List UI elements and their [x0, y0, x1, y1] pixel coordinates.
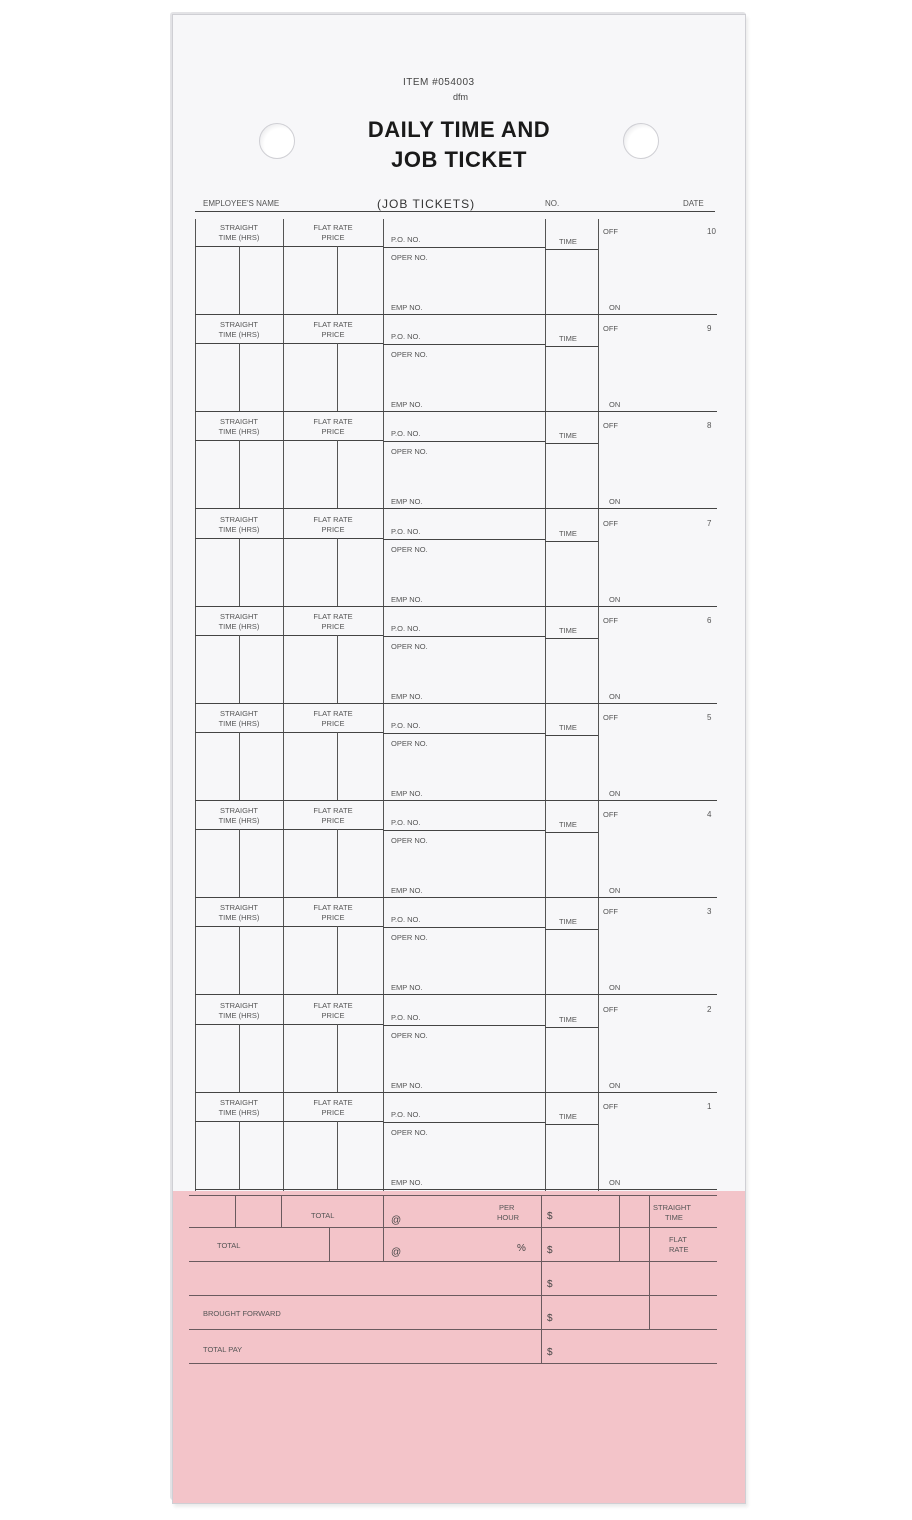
time-label: TIME	[559, 723, 577, 732]
straight-time-label: STRAIGHT	[220, 515, 258, 524]
po-no-label: P.O. NO.	[391, 332, 421, 341]
off-label: OFF	[603, 227, 618, 236]
totals-col-rule	[649, 1195, 650, 1329]
po-rule	[383, 830, 545, 831]
hours-divider	[239, 1024, 240, 1092]
ticket-header-rule	[195, 538, 383, 539]
off-label: OFF	[603, 519, 618, 528]
no-label: NO.	[545, 199, 560, 208]
po-no-label: P.O. NO.	[391, 235, 421, 244]
price-divider	[337, 635, 338, 703]
emp-no-label: EMP NO.	[391, 595, 423, 604]
straight-time-label: STRAIGHT	[220, 223, 258, 232]
on-label: ON	[609, 886, 621, 895]
ticket-bottom-rule	[195, 508, 717, 509]
po-rule	[383, 344, 545, 345]
price-divider	[337, 829, 338, 897]
po-rule	[383, 1025, 545, 1026]
price-divider	[337, 246, 338, 314]
off-label: OFF	[603, 810, 618, 819]
at-symbol-2: @	[391, 1247, 402, 1258]
on-label: ON	[609, 497, 621, 506]
ticket-header-rule	[195, 829, 383, 830]
ticket-number: 2	[707, 1005, 712, 1014]
totals-rule	[189, 1261, 717, 1262]
ticket-header-rule	[195, 246, 383, 247]
po-no-label: P.O. NO.	[391, 527, 421, 536]
price-label: PRICE	[321, 719, 345, 728]
time-rule	[545, 443, 598, 444]
price-divider	[337, 1024, 338, 1092]
straight-time-hrs-label: TIME (HRS)	[218, 1108, 260, 1117]
price-divider	[337, 538, 338, 606]
ticket-bottom-rule	[195, 1092, 717, 1093]
oper-no-label: OPER NO.	[391, 447, 428, 456]
time-label: TIME	[559, 1112, 577, 1121]
oper-no-label: OPER NO.	[391, 253, 428, 262]
total-label-2: TOTAL	[217, 1241, 241, 1250]
oper-no-label: OPER NO.	[391, 1128, 428, 1137]
time-rule	[545, 1027, 598, 1028]
po-rule	[383, 636, 545, 637]
oper-no-label: OPER NO.	[391, 1031, 428, 1040]
dollar-sign: $	[547, 1347, 553, 1358]
ticket-bottom-rule	[195, 1189, 717, 1190]
off-label: OFF	[603, 713, 618, 722]
date-label: DATE	[683, 199, 704, 208]
hours-divider	[239, 732, 240, 800]
time-label: TIME	[559, 626, 577, 635]
totals-col-rule	[235, 1195, 236, 1227]
off-label: OFF	[603, 616, 618, 625]
pink-carbon-section	[173, 1191, 745, 1503]
hour-label: HOUR	[497, 1213, 520, 1222]
time-label: TIME	[559, 917, 577, 926]
po-no-label: P.O. NO.	[391, 915, 421, 924]
flat-rate-label: FLAT RATE	[313, 515, 353, 524]
price-label: PRICE	[321, 1108, 345, 1117]
straight-time-hrs-label: TIME (HRS)	[218, 525, 260, 534]
ticket-number: 7	[707, 519, 712, 528]
emp-no-label: EMP NO.	[391, 692, 423, 701]
time-rule	[545, 638, 598, 639]
job-tickets-label: (JOB TICKETS)	[377, 197, 476, 211]
emp-no-label: EMP NO.	[391, 497, 423, 506]
totals-rule	[189, 1363, 717, 1364]
hours-divider	[239, 440, 240, 508]
ticket-number: 1	[707, 1102, 712, 1111]
flat-rate-label: FLAT RATE	[313, 417, 353, 426]
straight-time-hrs-label: TIME (HRS)	[218, 427, 260, 436]
time-label: TIME	[559, 1015, 577, 1024]
percent-sign: %	[517, 1243, 526, 1254]
time-label: TIME	[559, 237, 577, 246]
flat-rate-label: FLAT RATE	[313, 1001, 353, 1010]
emp-no-label: EMP NO.	[391, 789, 423, 798]
straight-time-hrs-label: TIME (HRS)	[218, 233, 260, 242]
straight-time-hrs-label: TIME (HRS)	[218, 913, 260, 922]
time-rule	[545, 1124, 598, 1125]
on-label: ON	[609, 1178, 621, 1187]
totals-rule	[189, 1227, 717, 1228]
off-label: OFF	[603, 1005, 618, 1014]
ticket-header-rule	[195, 926, 383, 927]
straight-time-label: STRAIGHT	[220, 903, 258, 912]
price-label: PRICE	[321, 330, 345, 339]
hours-divider	[239, 538, 240, 606]
on-label: ON	[609, 595, 621, 604]
emp-no-label: EMP NO.	[391, 400, 423, 409]
off-label: OFF	[603, 324, 618, 333]
ticket-bottom-rule	[195, 800, 717, 801]
price-label: PRICE	[321, 427, 345, 436]
po-no-label: P.O. NO.	[391, 429, 421, 438]
ticket-bottom-rule	[195, 411, 717, 412]
time-rule	[545, 832, 598, 833]
ticket-number: 4	[707, 810, 712, 819]
po-no-label: P.O. NO.	[391, 1013, 421, 1022]
on-label: ON	[609, 983, 621, 992]
time-rule	[545, 541, 598, 542]
price-label: PRICE	[321, 816, 345, 825]
title-line-1: DAILY TIME AND	[367, 117, 551, 142]
per-label: PER	[499, 1203, 515, 1212]
price-divider	[337, 440, 338, 508]
straight-time-label: STRAIGHT	[220, 1001, 258, 1010]
header-rule	[195, 211, 715, 212]
straight-label: STRAIGHT	[653, 1203, 691, 1212]
dollar-sign: $	[547, 1279, 553, 1290]
totals-rule	[189, 1329, 717, 1330]
on-label: ON	[609, 692, 621, 701]
straight-time-hrs-label: TIME (HRS)	[218, 330, 260, 339]
po-no-label: P.O. NO.	[391, 1110, 421, 1119]
ticket-bottom-rule	[195, 703, 717, 704]
dollar-sign: $	[547, 1313, 553, 1324]
ticket-bottom-rule	[195, 606, 717, 607]
oper-no-label: OPER NO.	[391, 836, 428, 845]
rate-label: RATE	[669, 1245, 689, 1254]
ticket-header-rule	[195, 440, 383, 441]
ticket-number: 10	[707, 227, 716, 236]
brought-forward-label: BROUGHT FORWARD	[203, 1309, 281, 1318]
at-symbol: @	[391, 1215, 402, 1226]
logo: dfm	[453, 92, 469, 102]
price-divider	[337, 732, 338, 800]
po-no-label: P.O. NO.	[391, 721, 421, 730]
ticket-number: 5	[707, 713, 712, 722]
dollar-sign: $	[547, 1211, 553, 1222]
price-label: PRICE	[321, 233, 345, 242]
po-no-label: P.O. NO.	[391, 624, 421, 633]
straight-time-hrs-label: TIME (HRS)	[218, 622, 260, 631]
ticket-bottom-rule	[195, 897, 717, 898]
time-label: TIME	[559, 529, 577, 538]
employee-name-label: EMPLOYEE'S NAME	[203, 199, 280, 208]
price-label: PRICE	[321, 622, 345, 631]
title-line-2: JOB TICKET	[391, 147, 527, 172]
ticket-header-rule	[195, 343, 383, 344]
straight-time-label: STRAIGHT	[220, 1098, 258, 1107]
hours-divider	[239, 926, 240, 994]
price-label: PRICE	[321, 1011, 345, 1020]
straight-time-hrs-label: TIME (HRS)	[218, 1011, 260, 1020]
col-rule	[383, 219, 384, 1191]
dollar-sign: $	[547, 1245, 553, 1256]
flat-rate-label: FLAT RATE	[313, 1098, 353, 1107]
col-rule	[598, 219, 599, 1191]
totals-col-rule	[281, 1195, 282, 1227]
flat-rate-label: FLAT RATE	[313, 709, 353, 718]
price-label: PRICE	[321, 913, 345, 922]
hours-divider	[239, 1121, 240, 1189]
flat-rate-label: FLAT RATE	[313, 320, 353, 329]
price-divider	[337, 926, 338, 994]
ticket-number: 8	[707, 421, 712, 430]
oper-no-label: OPER NO.	[391, 642, 428, 651]
flat-rate-label: FLAT RATE	[313, 223, 353, 232]
straight-time-label: STRAIGHT	[220, 417, 258, 426]
po-no-label: P.O. NO.	[391, 818, 421, 827]
straight-time-hrs-label: TIME (HRS)	[218, 719, 260, 728]
total-pay-label: TOTAL PAY	[203, 1345, 243, 1354]
time-rule	[545, 249, 598, 250]
hours-divider	[239, 635, 240, 703]
time-label: TIME	[665, 1213, 683, 1222]
totals-rule	[189, 1195, 717, 1196]
ticket-header-rule	[195, 1121, 383, 1122]
flat-label: FLAT	[669, 1235, 687, 1244]
po-rule	[383, 733, 545, 734]
time-rule	[545, 929, 598, 930]
price-label: PRICE	[321, 525, 345, 534]
po-rule	[383, 441, 545, 442]
flat-rate-label: FLAT RATE	[313, 806, 353, 815]
emp-no-label: EMP NO.	[391, 303, 423, 312]
po-rule	[383, 539, 545, 540]
flat-rate-label: FLAT RATE	[313, 903, 353, 912]
ticket-header-rule	[195, 732, 383, 733]
totals-col-rule	[329, 1227, 330, 1261]
col-rule	[545, 219, 546, 1191]
time-label: TIME	[559, 334, 577, 343]
ticket-bottom-rule	[195, 994, 717, 995]
po-rule	[383, 1122, 545, 1123]
totals-col-rule	[541, 1195, 542, 1363]
ticket-header-rule	[195, 1024, 383, 1025]
hours-divider	[239, 343, 240, 411]
straight-time-label: STRAIGHT	[220, 709, 258, 718]
ticket-number: 9	[707, 324, 712, 333]
totals-rule	[189, 1295, 717, 1296]
emp-no-label: EMP NO.	[391, 983, 423, 992]
on-label: ON	[609, 303, 621, 312]
oper-no-label: OPER NO.	[391, 350, 428, 359]
off-label: OFF	[603, 907, 618, 916]
on-label: ON	[609, 1081, 621, 1090]
ticket-number: 6	[707, 616, 712, 625]
straight-time-label: STRAIGHT	[220, 806, 258, 815]
time-label: TIME	[559, 431, 577, 440]
straight-time-label: STRAIGHT	[220, 612, 258, 621]
col-rule	[195, 219, 196, 1191]
totals-col-rule	[383, 1195, 384, 1261]
po-rule	[383, 927, 545, 928]
price-divider	[337, 1121, 338, 1189]
time-rule	[545, 735, 598, 736]
total-label: TOTAL	[311, 1211, 335, 1220]
straight-time-hrs-label: TIME (HRS)	[218, 816, 260, 825]
on-label: ON	[609, 400, 621, 409]
price-divider	[337, 343, 338, 411]
emp-no-label: EMP NO.	[391, 886, 423, 895]
oper-no-label: OPER NO.	[391, 739, 428, 748]
ticket-bottom-rule	[195, 314, 717, 315]
off-label: OFF	[603, 421, 618, 430]
flat-rate-label: FLAT RATE	[313, 612, 353, 621]
item-number: ITEM #054003	[403, 77, 475, 88]
straight-time-label: STRAIGHT	[220, 320, 258, 329]
oper-no-label: OPER NO.	[391, 545, 428, 554]
ticket-number: 3	[707, 907, 712, 916]
job-ticket-form	[172, 14, 746, 1504]
time-label: TIME	[559, 820, 577, 829]
hours-divider	[239, 829, 240, 897]
emp-no-label: EMP NO.	[391, 1178, 423, 1187]
on-label: ON	[609, 789, 621, 798]
col-rule	[283, 219, 284, 1191]
hours-divider	[239, 246, 240, 314]
off-label: OFF	[603, 1102, 618, 1111]
ticket-header-rule	[195, 635, 383, 636]
po-rule	[383, 247, 545, 248]
time-rule	[545, 346, 598, 347]
emp-no-label: EMP NO.	[391, 1081, 423, 1090]
totals-col-rule	[619, 1195, 620, 1261]
oper-no-label: OPER NO.	[391, 933, 428, 942]
